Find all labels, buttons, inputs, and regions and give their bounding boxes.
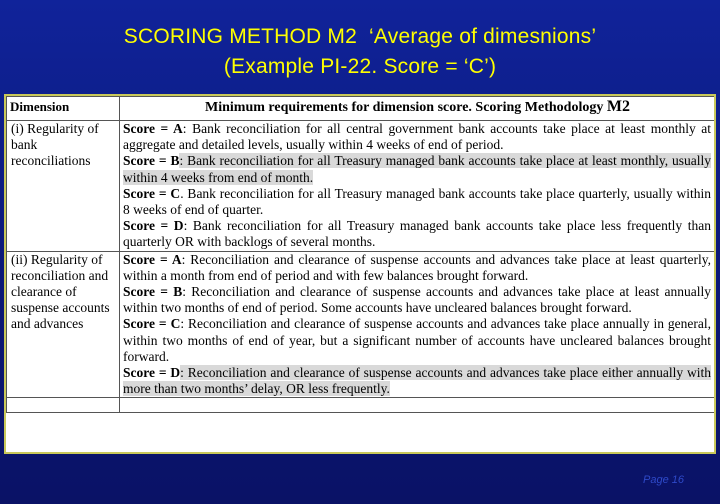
dimension-cell: (ii) Regularity of reconciliation and clearance of suspense accounts and advances — [7, 251, 120, 398]
score-text: : Reconciliation and clearance of suspense accounts and advances take place at least quarterly, within a month from end of period and with few balances brought forward. — [123, 251, 711, 283]
method-label: M2 — [606, 98, 630, 115]
scoring-table — [6, 96, 716, 413]
score-label: Score = D — [123, 365, 181, 381]
empty-cell — [120, 398, 716, 413]
criterion-score-a — [123, 252, 711, 284]
slide-title — [0, 22, 720, 82]
table-header-row — [7, 97, 716, 121]
criterion-score-c — [123, 186, 711, 218]
score-label: Score = D — [123, 218, 184, 234]
score-text-highlighted: : Reconciliation and clearance of suspense accounts and advances take place either annually with more than two months’ delay, OR less frequently. — [123, 365, 711, 397]
score-text: : Reconciliation and clearance of suspense accounts and advances take place at least annually within two months of end of period. Some accounts have uncleared balances brought forward. — [123, 284, 712, 316]
empty-cell — [7, 398, 120, 413]
criterion-score-d — [123, 218, 711, 250]
score-label: Score = B — [123, 284, 183, 300]
dimension-header: Dimension — [7, 97, 120, 121]
requirements-header — [120, 97, 716, 121]
score-label: Score = B — [123, 153, 180, 169]
table-row — [7, 121, 716, 252]
score-text: . Bank reconciliation for all Treasury managed bank accounts take place quarterly, usually within 8 weeks of end of quarter. — [123, 185, 711, 218]
score-text: : Bank reconciliation for all Treasury managed bank accounts take place less frequently than quarterly OR with backlogs of several months. — [123, 218, 711, 250]
score-text-highlighted: : Bank reconciliation for all Treasury managed bank accounts take place at least monthly, usually within 4 weeks from end of month. — [123, 153, 711, 185]
slide-title-line-2: (Example PI-22. Score = ‘C’) — [223, 55, 497, 78]
score-text: : Reconciliation and clearance of suspense accounts and advances take place annually in general, within two months of end of year, but a significant number of accounts have uncleared balances brought forward. — [123, 316, 711, 364]
score-text: : Bank reconciliation for all central government bank accounts take place at least monthly at aggregate and detailed levels, usually within 4 weeks of end of period. — [123, 121, 711, 153]
score-label: Score = A — [123, 251, 182, 267]
page-number: Page 16 — [643, 474, 684, 486]
score-label: Score = A — [123, 121, 183, 136]
table-row — [7, 251, 716, 398]
scoring-table-panel — [4, 94, 716, 454]
score-label: Score = C — [123, 185, 181, 201]
criteria-cell — [120, 121, 716, 252]
score-label: Score = C — [123, 316, 181, 332]
criterion-score-d — [123, 365, 711, 397]
criterion-score-c — [123, 316, 711, 365]
table-empty-row — [7, 398, 716, 413]
criteria-cell — [120, 251, 716, 398]
dimension-cell: (i) Regularity of bank reconciliations — [7, 121, 120, 252]
slide-title-line-1: SCORING METHOD M2 ‘Average of dimesnions’ — [123, 25, 597, 48]
criterion-score-b — [123, 284, 711, 316]
criterion-score-b — [123, 153, 711, 185]
criterion-score-a — [123, 121, 711, 153]
requirements-header-text: Minimum requirements for dimension score. Scoring Methodology — [205, 100, 607, 115]
